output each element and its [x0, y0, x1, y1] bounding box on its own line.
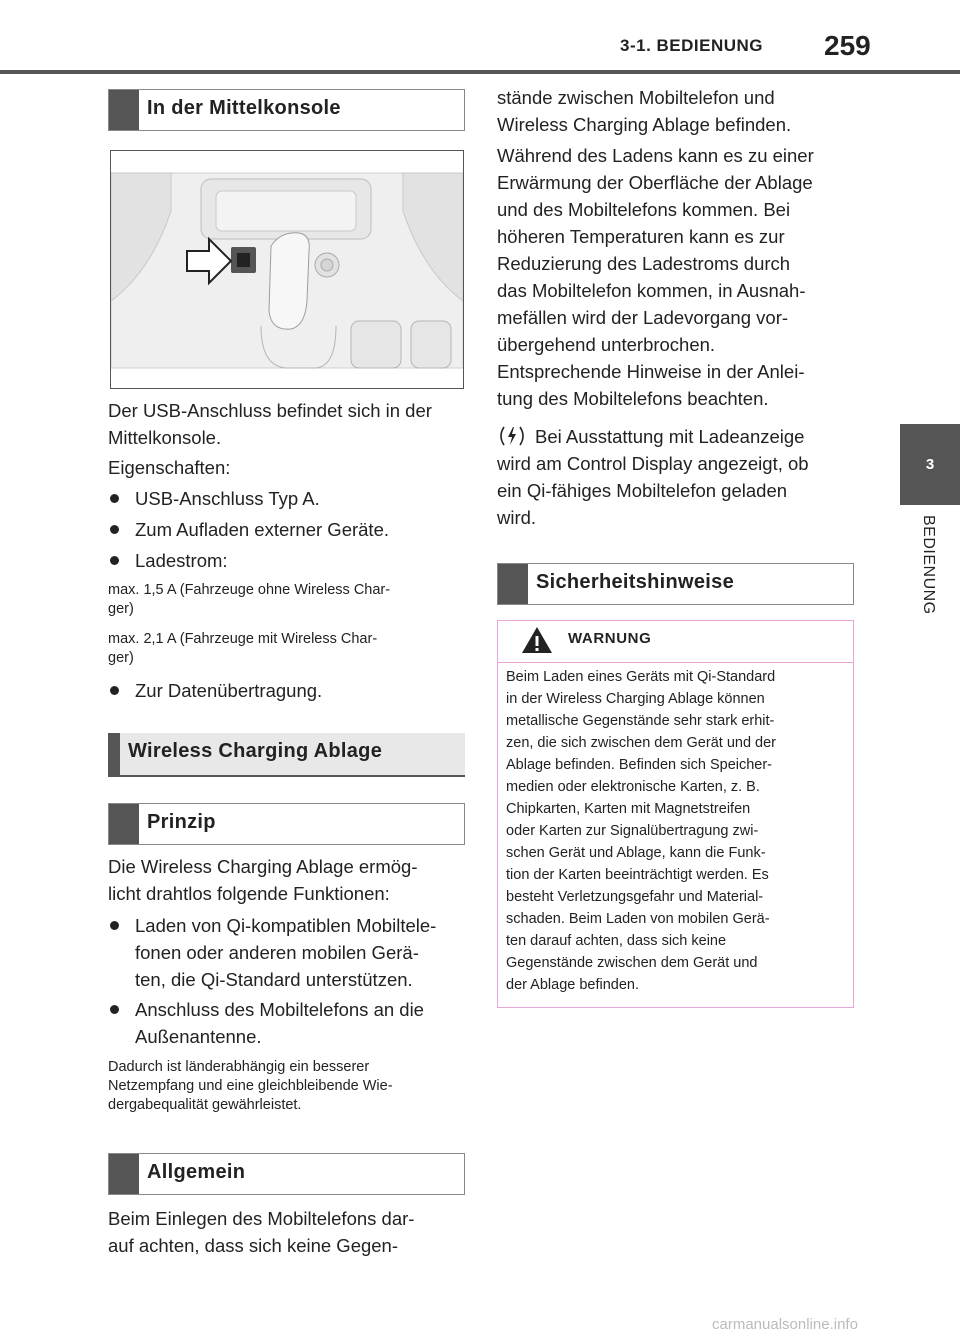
heading-text: In der Mittelkonsole	[147, 97, 341, 119]
heading-bar	[498, 564, 528, 604]
bullet-dot	[110, 525, 119, 534]
bullet-charging	[110, 516, 465, 543]
warning-header	[498, 621, 853, 663]
header-rule	[0, 70, 960, 74]
usb-paragraph: Der USB-Anschluss befindet sich in der Mittelkonsole.	[108, 400, 432, 448]
heading-bar	[109, 90, 139, 130]
watermark: carmanualsonline.info	[712, 1316, 858, 1333]
bullet-dot	[110, 686, 119, 695]
bullet-text: USB-Anschluss Typ A.	[135, 488, 320, 509]
bullet-qi	[110, 912, 465, 993]
current-without-wireless: max. 1,5 A (Fahrzeuge ohne Wireless Char- ger)	[108, 582, 391, 617]
warning-title: WARNUNG	[568, 630, 652, 647]
chapter-tab: 3	[900, 424, 960, 505]
heading-underline	[108, 775, 465, 777]
heading-text: Prinzip	[147, 811, 216, 833]
bullet-text: Zum Aufladen externer Geräte.	[135, 519, 389, 540]
bullet-current	[110, 547, 465, 574]
heading-text: Wireless Charging Ablage	[128, 740, 383, 762]
console-illustration	[111, 151, 463, 388]
bullet-dot	[110, 921, 119, 930]
warning-triangle-icon	[520, 625, 554, 655]
bullet-text: Ladestrom:	[135, 550, 228, 571]
bullet-text: Laden von Qi-kompatiblen Mobiltele- fonen oder anderen mobilen Gerä- ten, die Qi-Standard unterstützen.	[135, 915, 437, 990]
heading-allgemein	[108, 1153, 465, 1195]
heading-text: Sicherheitshinweise	[536, 571, 734, 593]
heading-wireless	[108, 733, 465, 775]
bullet-dot	[110, 1005, 119, 1014]
heading-prinzip	[108, 803, 465, 845]
chapter-label-text: BEDIENUNG	[920, 515, 937, 615]
heading-bar	[108, 733, 120, 775]
heading-bar	[109, 1154, 139, 1194]
antenna-note: Dadurch ist länderabhängig ein besserer Netzempfang und eine gleichbleibende Wie- dergabequalität gewährleistet.	[108, 1059, 393, 1113]
properties-label: Eigenschaften:	[108, 457, 231, 478]
bullet-antenna	[110, 996, 465, 1050]
warning-body: Beim Laden eines Geräts mit Qi-Standard in der Wireless Charging Ablage können metallische Gegenstände sehr stark erhit- zen, die sich zwischen dem Gerät und der Ablage befinden. Befinden sich Speicher- medien oder elektronische Karten, z. B. Chipkarten, Karten mit Magnetstreifen oder Karten zur Signalübertragung zwi- schen Gerät und Ablage, kann die Funk- tion der Karten beeinträchtigt werden. Es besteht Verletzungsgefahr und Material- schaden. Beim Laden von mobilen Gerä- ten darauf achten, dass sich keine Gegenstände zwischen dem Gerät und der Ablage befinden.	[506, 669, 776, 993]
bullet-data	[110, 677, 465, 704]
heading-text: Allgemein	[147, 1161, 246, 1183]
bullet-text: Anschluss des Mobiltelefons an die Außenantenne.	[135, 999, 424, 1047]
heading-bar	[109, 804, 139, 844]
page-number: 259	[824, 30, 871, 61]
bullet-usb-type	[110, 485, 465, 512]
continued-paragraph: stände zwischen Mobiltelefon und Wireless Charging Ablage befinden.	[497, 87, 792, 135]
allgemein-paragraph: Beim Einlegen des Mobiltelefons dar- auf achten, dass sich keine Gegen-	[108, 1208, 415, 1256]
bullet-dot	[110, 556, 119, 565]
section-title: 3-1. BEDIENUNG	[620, 36, 764, 55]
heating-paragraph: Während des Ladens kann es zu einer Erwärmung der Oberfläche der Ablage und des Mobiltelefons kommen. Bei höheren Temperaturen kann es zur Reduzierung des Ladestroms durch das Mobiltelefon kommen, in Ausnah- mefällen wird der Ladevorgang vor- übergehend unterbrochen. Entsprechende Hinweise in der Anlei- tung des Mobiltelefons beachten.	[497, 145, 814, 409]
bullet-dot	[110, 494, 119, 503]
bullet-text: Zur Datenübertragung.	[135, 680, 323, 701]
heading-mittelkonsole	[108, 89, 465, 131]
current-with-wireless: max. 2,1 A (Fahrzeuge mit Wireless Char- ger)	[108, 631, 378, 666]
chapter-label	[915, 515, 945, 635]
heading-safety	[497, 563, 854, 605]
prinzip-paragraph: Die Wireless Charging Ablage ermög- licht drahtlos folgende Funktionen:	[108, 856, 418, 904]
warning-box	[497, 620, 854, 1008]
indicator-paragraph: Bei Ausstattung mit Ladeanzeige wird am Control Display angezeigt, ob ein Qi-fähiges Mobiltelefon geladen wird.	[497, 426, 809, 528]
console-image	[110, 150, 464, 389]
